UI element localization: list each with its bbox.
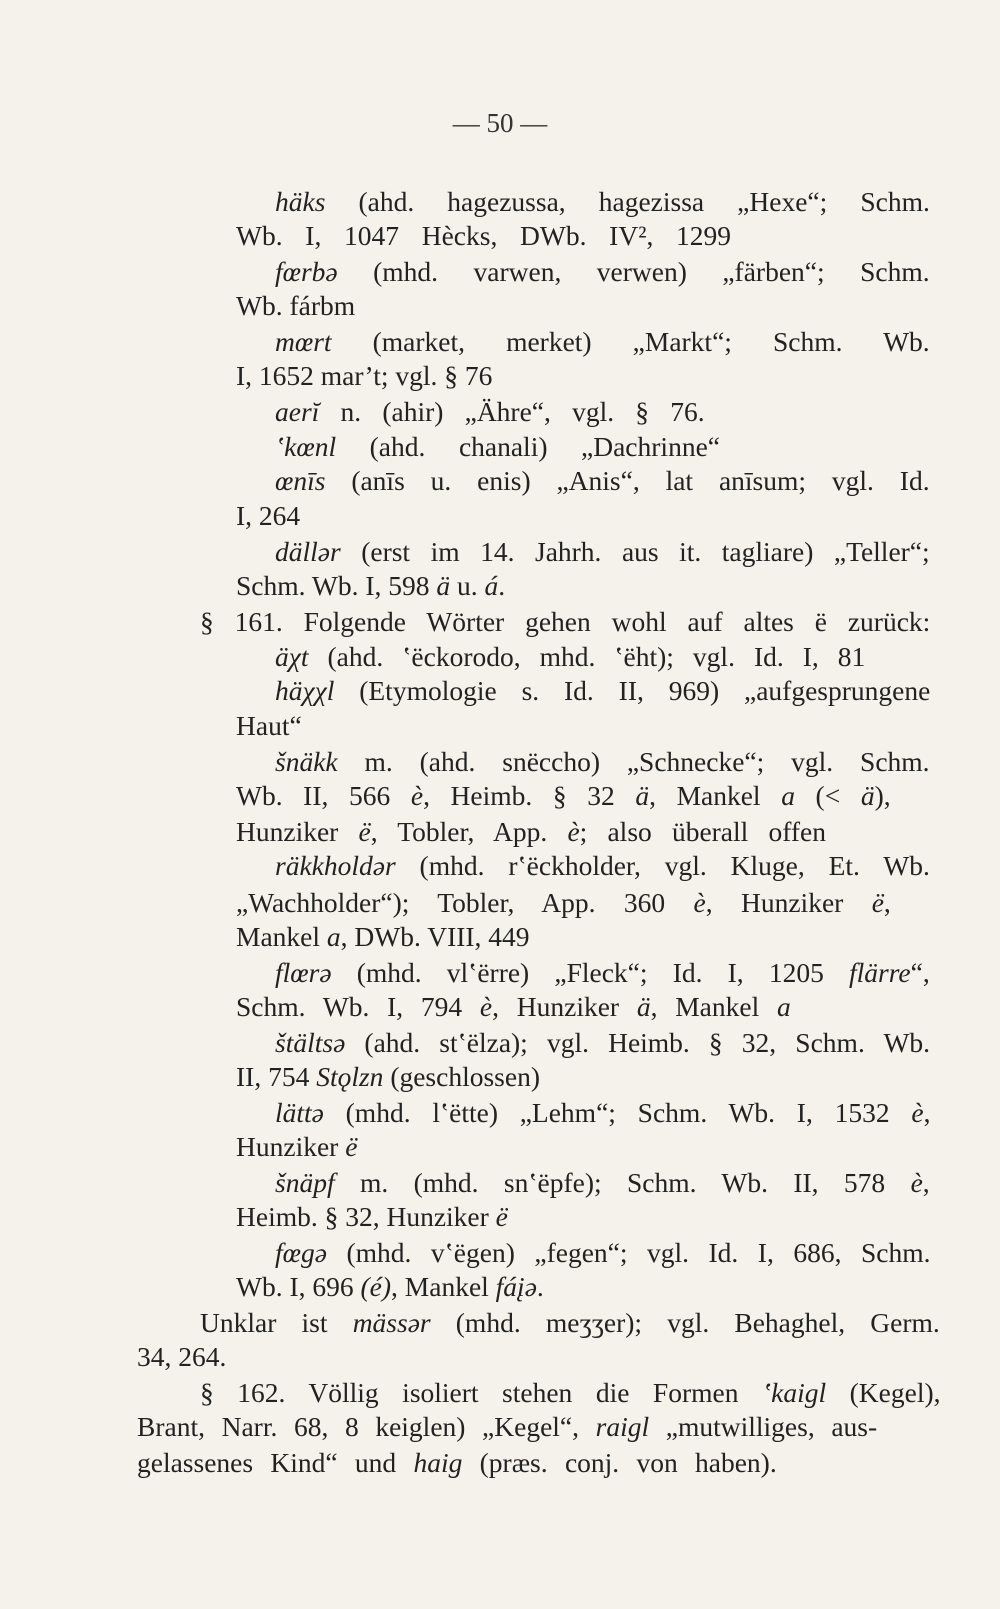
italic-word: ë [345, 1131, 358, 1162]
italic-word: è [479, 991, 493, 1022]
text-line [236, 499, 300, 533]
text-run: (market, merket) „Markt“; Schm. Wb. [331, 326, 930, 357]
text-run: , Hunziker [705, 887, 872, 918]
italic-word: a [776, 991, 791, 1022]
text-run: , Mankel [650, 991, 777, 1022]
text-line [236, 779, 891, 813]
text-line [275, 535, 930, 569]
italic-word: Stǫlzn [316, 1061, 384, 1092]
text-line [236, 886, 891, 920]
text-run: . [498, 570, 506, 601]
italic-word: ʽkaigl [761, 1377, 827, 1408]
italic-word: fœgə [275, 1237, 327, 1268]
text-run: (mhd. varwen, verwen) „färben“; Schm. [337, 256, 930, 287]
text-line [275, 640, 865, 674]
text-run: (< [794, 780, 861, 811]
italic-word: dällər [275, 536, 341, 567]
text-run: (mhd. rʽëckholder, vgl. Kluge, Et. Wb. [395, 850, 930, 881]
text-run: ), [874, 780, 891, 811]
text-line [275, 395, 705, 429]
text-run: , DWb. VIII, 449 [340, 921, 530, 952]
text-run: (mhd. lʽëtte) „Lehm“; Schm. Wb. I, 1532 [323, 1097, 912, 1128]
text-run: II, 754 [236, 1061, 317, 1092]
italic-word: ä [860, 780, 875, 811]
italic-word: ë [495, 1201, 508, 1232]
text-run: u. [450, 570, 485, 601]
text-run: 34, 264. [137, 1341, 227, 1372]
text-line [275, 325, 930, 359]
text-run: § 162. Völlig isoliert stehen die Formen [200, 1377, 762, 1408]
text-run: „mutwilliges, aus- [649, 1411, 878, 1442]
text-run: (præs. conj. von haben). [462, 1447, 777, 1478]
italic-word: œnīs [275, 465, 326, 496]
text-line [275, 849, 930, 883]
italic-word: häχχl [275, 675, 335, 706]
italic-word: fœrbə [275, 256, 338, 287]
text-run: . [536, 1271, 544, 1302]
text-line [236, 1060, 540, 1094]
text-line [236, 815, 826, 849]
text-run: Heimb. § 32, Hunziker [236, 1201, 496, 1232]
text-run: (ahd. stʽëlza); vgl. Heimb. § 32, Schm. Wb. [345, 1027, 931, 1058]
text-run: “, [910, 957, 930, 988]
text-line [275, 464, 930, 498]
italic-word: aerĭ [275, 396, 320, 427]
text-line [275, 1166, 930, 1200]
text-line [275, 430, 720, 464]
italic-word: flärre [849, 957, 911, 988]
text-line [137, 1340, 226, 1374]
italic-word: a [781, 780, 795, 811]
text-run: , Heimb. § 32 [423, 780, 636, 811]
italic-word: mœrt [275, 326, 332, 357]
italic-word: fáįə [495, 1271, 537, 1302]
text-run: (Etymologie s. Id. II, 969) „aufgesprungene [334, 675, 931, 706]
italic-word: á [484, 570, 499, 601]
text-line [236, 920, 530, 954]
text-line [275, 1096, 930, 1130]
text-run: (ahd. ʽëckorodo, mhd. ʽëht); vgl. Id. I, 81 [308, 641, 866, 672]
text-run: (Kegel), [826, 1377, 941, 1408]
text-run: (ahd. hagezussa, hagezissa „Hexe“; Schm. [325, 186, 930, 217]
italic-word: mässər [352, 1307, 431, 1338]
text-line [236, 569, 505, 603]
italic-word: (é) [360, 1271, 392, 1302]
italic-word: häks [275, 186, 326, 217]
text-run: „Wachholder“); Tobler, App. 360 [236, 887, 694, 918]
text-run: (geschlossen) [383, 1061, 540, 1092]
text-run: m. (mhd. snʽëpfe); Schm. Wb. II, 578 [334, 1167, 911, 1198]
text-run: (mhd. vʽëgen) „fegen“; vgl. Id. I, 686, Schm. [326, 1237, 931, 1268]
italic-word: ë [358, 816, 371, 847]
text-run: ; also überall offen [579, 816, 826, 847]
italic-word: è [410, 780, 424, 811]
text-run: Wb. I, 696 [236, 1271, 361, 1302]
text-run: (erst im 14. Jahrh. aus it. tagliare) „Teller“; [340, 536, 930, 567]
text-run: , Mankel [649, 780, 782, 811]
text-line [137, 1410, 877, 1444]
text-run: Brant, Narr. 68, 8 keiglen) „Kegel“, [137, 1411, 596, 1442]
text-line [236, 709, 302, 743]
italic-word: ä [635, 780, 650, 811]
text-run: m. (ahd. snëccho) „Schnecke“; vgl. Schm. [337, 746, 930, 777]
text-run: Haut“ [236, 710, 302, 741]
text-line [236, 219, 731, 253]
italic-word: flœrə [275, 957, 332, 988]
text-run: , [923, 1097, 931, 1128]
page-number: — 50 — [452, 108, 548, 138]
text-line [236, 359, 492, 393]
text-line [236, 1200, 508, 1234]
text-line [137, 1446, 777, 1480]
italic-word: raigl [595, 1411, 650, 1442]
text-run: Hunziker [236, 1131, 346, 1162]
italic-word: è [693, 887, 706, 918]
italic-word: è [910, 1167, 923, 1198]
text-run: Unklar ist [200, 1307, 353, 1338]
text-line [236, 1270, 544, 1304]
text-run: (anīs u. enis) „Anis“, lat anīsum; vgl. Id. [325, 465, 930, 496]
italic-word: šnäpf [275, 1167, 335, 1198]
italic-word: räkkholdər [275, 850, 396, 881]
text-run: , Tobler, App. [370, 816, 568, 847]
text-run: I, 264 [236, 500, 301, 531]
text-run: , Mankel [391, 1271, 496, 1302]
italic-word: ë [871, 887, 884, 918]
italic-word: ä [436, 570, 451, 601]
text-run: § 161. Folgende Wörter gehen wohl auf altes ë zurück: [200, 606, 931, 637]
text-line [275, 745, 930, 779]
text-run: Wb. fárbm [236, 290, 356, 321]
italic-word: è [567, 816, 580, 847]
text-line [236, 289, 355, 323]
text-run: , [922, 1167, 930, 1198]
text-run: Wb. II, 566 [236, 780, 411, 811]
text-run: , [883, 887, 891, 918]
text-run: Schm. Wb. I, 794 [236, 991, 480, 1022]
text-line [236, 990, 791, 1024]
text-run: I, 1652 mar’t; vgl. § 76 [236, 360, 493, 391]
text-run: (mhd. meʒʒer); vgl. Behaghel, Germ. [430, 1307, 940, 1338]
text-line [275, 255, 930, 289]
text-run: Schm. Wb. I, 598 [236, 570, 437, 601]
italic-word: lättə [275, 1097, 324, 1128]
text-line [275, 956, 930, 990]
text-run: Mankel [236, 921, 327, 952]
italic-word: è [911, 1097, 924, 1128]
text-run: (ahd. chanali) „Dachrinne“ [336, 431, 720, 462]
italic-word: a [326, 921, 341, 952]
text-line [236, 1130, 357, 1164]
text-run: , Hunziker [492, 991, 637, 1022]
italic-word: štältsə [275, 1027, 346, 1058]
italic-word: ä [636, 991, 651, 1022]
text-line [275, 185, 930, 219]
text-line [275, 674, 930, 708]
italic-word: ʽkœnl [275, 431, 337, 462]
text-run: n. (ahir) „Ähre“, vgl. § 76. [319, 396, 705, 427]
text-run: Hunziker [236, 816, 359, 847]
text-run: Wb. I, 1047 Hècks, DWb. IV², 1299 [236, 220, 732, 251]
text-line [275, 1236, 931, 1270]
text-line [275, 1026, 930, 1060]
text-line [200, 605, 930, 639]
italic-word: haig [413, 1447, 463, 1478]
text-run: gelassenes Kind“ und [137, 1447, 414, 1478]
italic-word: äχt [275, 641, 309, 672]
text-line [200, 1306, 940, 1340]
text-line [200, 1376, 941, 1410]
italic-word: šnäkk [275, 746, 338, 777]
text-run: (mhd. vlʽërre) „Fleck“; Id. I, 1205 [331, 957, 850, 988]
